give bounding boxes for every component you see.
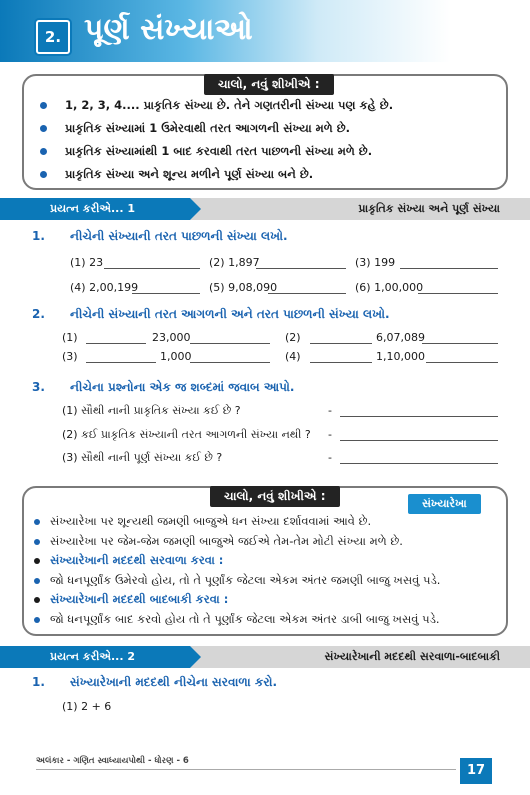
answer-label: (4) <box>285 350 301 363</box>
learn-bullet <box>34 592 228 607</box>
answer-item: (2) 1,897 <box>209 256 260 269</box>
learn-box-2 <box>22 486 508 636</box>
chapter-header <box>0 0 530 62</box>
learn-bullet <box>34 534 403 549</box>
learn-box-title: ચાલો, નવું શીખીએ : <box>204 74 334 95</box>
learn-bullet <box>34 514 371 529</box>
answer-line[interactable] <box>268 293 346 294</box>
bullet-dot-icon <box>34 539 40 545</box>
practice-topic: પ્રાકૃતિક સંખ્યા અને પૂર્ણ સંખ્યા <box>358 202 500 215</box>
learn-bullet <box>40 121 350 136</box>
answer-line[interactable] <box>310 362 372 363</box>
answer-label: (1) <box>62 331 78 344</box>
answer-dash: - <box>328 451 332 464</box>
answer-line[interactable] <box>426 362 498 363</box>
answer-item: (5) 9,08,090 <box>209 281 278 294</box>
given-number: 23,000 <box>152 331 191 344</box>
page-number: 17 <box>460 758 492 784</box>
bullet-text: સંખ્યારેખા પર શૂન્યથી જમણી બાજુએ ધન સંખ્યા દર્શાવવામાં આવે છે. <box>50 514 372 528</box>
bullet-text: જો ધનપૂર્ણાંક બાદ કરવો હોય તો તે પૂર્ણાંક જેટલા એકમ અંતર ડાબી બાજુ ખસવું પડે. <box>50 612 440 626</box>
bullet-text: પ્રાકૃતિક સંખ્યામાંથી 1 બાદ કરવાથી તરત પાછળની સંખ્યા મળે છે. <box>65 144 373 158</box>
learn-bullet <box>40 98 393 113</box>
bullet-dot-icon <box>34 558 40 564</box>
bullet-text: પ્રાકૃતિક સંખ્યા અને શૂન્ય મળીને પૂર્ણ સંખ્યા બને છે. <box>65 167 314 181</box>
bullet-heading: સંખ્યારેખાની મદદથી સરવાળા કરવા : <box>50 553 224 567</box>
learn-box-title: ચાલો, નવું શીખીએ : <box>210 486 340 507</box>
practice-bar-1 <box>0 198 530 220</box>
learn-box-1 <box>22 74 508 190</box>
practice-tag: પ્રયત્ન કરીએ... 1 <box>0 198 190 220</box>
learn-bullet <box>34 553 223 568</box>
answer-line[interactable] <box>190 362 270 363</box>
answer-label: (3) <box>62 350 78 363</box>
bullet-text: સંખ્યારેખા પર જેમ-જેમ જમણી બાજુએ જઈએ તેમ-તેમ મોટી સંખ્યા મળે છે. <box>50 534 403 548</box>
bullet-dot-icon <box>34 519 40 525</box>
bullet-heading: સંખ્યારેખાની મદદથી બાદબાકી કરવા : <box>50 592 229 606</box>
given-number: 1,10,000 <box>376 350 425 363</box>
learn-bullet <box>34 573 440 588</box>
bullet-dot-icon <box>40 171 47 178</box>
answer-line[interactable] <box>340 463 498 464</box>
answer-dash: - <box>328 404 332 417</box>
answer-item: (4) 2,00,199 <box>70 281 139 294</box>
question-number: 3. <box>32 380 45 394</box>
question-item: (1) સૌથી નાની પ્રાકૃતિક સંખ્યા કઈ છે ? <box>62 404 241 417</box>
question-text: નીચેના પ્રશ્નોના એક જ શબ્દમાં જવાબ આપો. <box>70 380 295 394</box>
bullet-dot-icon <box>40 148 47 155</box>
answer-item: (3) 199 <box>355 256 396 269</box>
footer-rule <box>36 769 456 770</box>
practice-topic: સંખ્યારેખાની મદદથી સરવાળા-બાદબાકી <box>324 650 500 663</box>
answer-line[interactable] <box>340 416 498 417</box>
number-line-tab: સંખ્યારેખા <box>408 494 481 514</box>
answer-line[interactable] <box>132 293 200 294</box>
practice-tag: પ્રયત્ન કરીએ... 2 <box>0 646 190 668</box>
bullet-dot-icon <box>34 578 40 584</box>
answer-item: (6) 1,00,000 <box>355 281 424 294</box>
answer-line[interactable] <box>310 343 372 344</box>
bullet-dot-icon <box>34 597 40 603</box>
given-number: 1,000 <box>160 350 192 363</box>
question-number: 1. <box>32 675 45 689</box>
answer-line[interactable] <box>256 268 346 269</box>
learn-bullet <box>40 144 372 159</box>
answer-label: (2) <box>285 331 301 344</box>
question-item: (2) કઈ પ્રાકૃતિક સંખ્યાની તરત આગળની સંખ્યા નથી ? <box>62 428 311 441</box>
answer-line[interactable] <box>422 343 498 344</box>
given-number: 6,07,089 <box>376 331 425 344</box>
answer-line[interactable] <box>190 343 270 344</box>
question-number: 2. <box>32 307 45 321</box>
practice-bar-2 <box>0 646 530 668</box>
answer-line[interactable] <box>104 268 200 269</box>
bullet-dot-icon <box>34 617 40 623</box>
answer-line[interactable] <box>340 440 498 441</box>
learn-bullet <box>34 612 440 627</box>
bullet-text: પ્રાકૃતિક સંખ્યામાં 1 ઉમેરવાથી તરત આગળની સંખ્યા મળે છે. <box>65 121 351 135</box>
answer-item: (1) 23 <box>70 256 104 269</box>
question-text: સંખ્યારેખાની મદદથી નીચેના સરવાળા કરો. <box>70 675 278 689</box>
question-item: (1) 2 + 6 <box>62 700 112 713</box>
answer-line[interactable] <box>86 362 156 363</box>
answer-dash: - <box>328 428 332 441</box>
footer-text: અલંકાર - ગણિત સ્વાધ્યાયપોથી - ધોરણ - 6 <box>36 756 189 766</box>
chapter-number: 2. <box>36 20 70 54</box>
learn-bullet <box>40 167 313 182</box>
question-number: 1. <box>32 229 45 243</box>
answer-line[interactable] <box>400 268 498 269</box>
question-text: નીચેની સંખ્યાની તરત આગળની અને તરત પાછળની સંખ્યા લખો. <box>70 307 390 321</box>
bullet-text: જો ધનપૂર્ણાંક ઉમેરવો હોય, તો તે પૂર્ણાંક જેટલા એકમ અંતર જમણી બાજુ ખસવું પડે. <box>50 573 441 587</box>
answer-line[interactable] <box>86 343 146 344</box>
bullet-dot-icon <box>40 102 47 109</box>
answer-line[interactable] <box>418 293 498 294</box>
bullet-dot-icon <box>40 125 47 132</box>
chapter-title: પૂર્ણ સંખ્યાઓ <box>84 12 253 47</box>
bullet-text: 1, 2, 3, 4.... પ્રાકૃતિક સંખ્યા છે. તેને ગણતરીની સંખ્યા પણ કહે છે. <box>65 98 394 112</box>
question-text: નીચેની સંખ્યાની તરત પાછળની સંખ્યા લખો. <box>70 229 288 243</box>
question-item: (3) સૌથી નાની પૂર્ણ સંખ્યા કઈ છે ? <box>62 451 223 464</box>
